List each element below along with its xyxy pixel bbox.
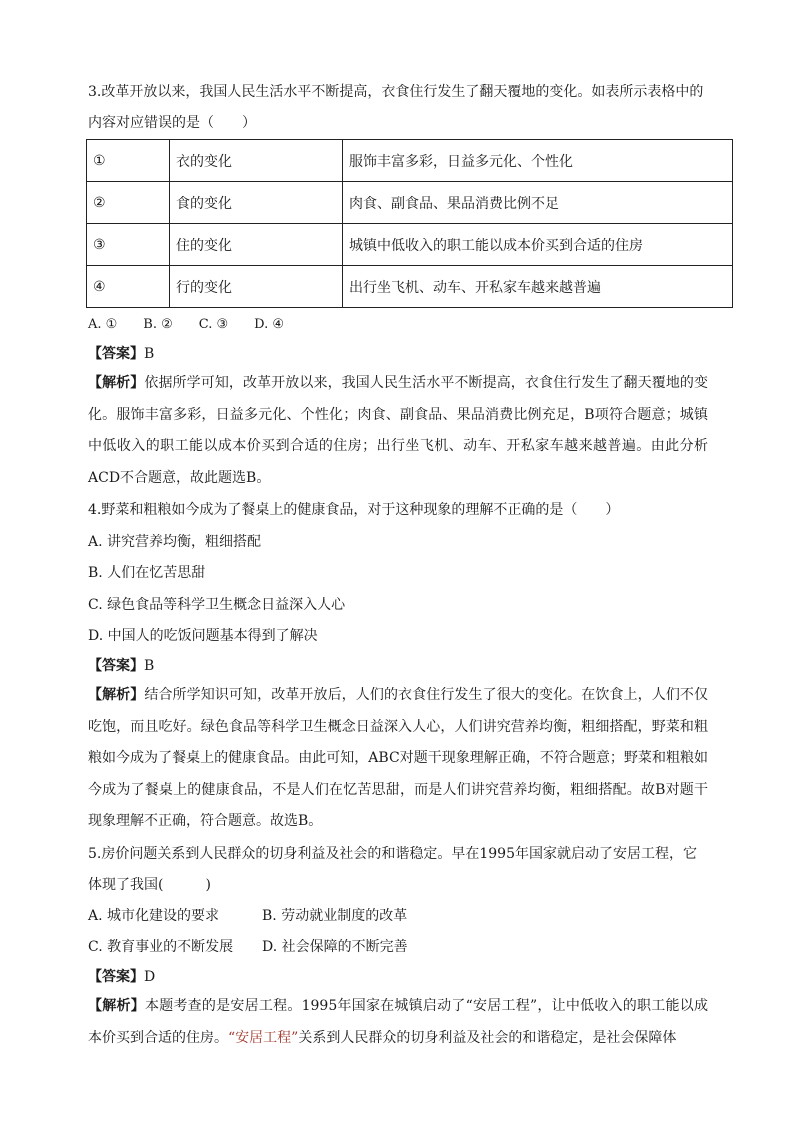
table-cell: 衣的变化 (170, 140, 343, 182)
q4-option-d: D. 中国人的吃饭问题基本得到了解决 (88, 628, 318, 644)
answer-value: D (144, 969, 156, 985)
q5-analysis (88, 991, 708, 1054)
analysis-text: 本题考查的是安居工程。1995年国家在城镇启动了“安居工程”，让中低收入的职工能以成本价买到合适的住房。 (88, 998, 708, 1046)
table-cell: ④ (87, 266, 170, 308)
q5-stem-line1: 5.房价问题关系到人民群众的切身利益及社会的和谐稳定。早在1995年国家就启动了安居工程，它 (88, 846, 697, 862)
table-cell: 城镇中低收入的职工能以成本价买到合适的住房 (343, 224, 733, 266)
table-cell: 行的变化 (170, 266, 343, 308)
table-row (87, 224, 733, 266)
table-cell: 服饰丰富多彩，日益多元化、个性化 (343, 140, 733, 182)
analysis-text: 结合所学知识可知，改革开放后，人们的衣食住行发生了很大的变化。在饮食上，人们不仅吃饱，而且吃好。绿色食品等科学卫生概念日益深入人心，人们讲究营养均衡，粗细搭配，野菜和粗粮如今成为了餐桌上的健康食品。由此可知，ABC对题干现象理解正确，不符合题意；野菜和粗粮如今成为了餐桌上的健康食品，不是人们在忆苦思甜，而是人们讲究营养均衡，粗细搭配。故B对题干现象理解不正确，符合题意。故选B。 (88, 687, 709, 829)
q5-option-c: C. 教育事业的不断发展 (88, 939, 234, 955)
q4-stem: 4.野菜和粗粮如今成为了餐桌上的健康食品，对于这种现象的理解不正确的是（ ） (88, 502, 620, 518)
table-cell: 食的变化 (170, 182, 343, 224)
q4-option-a: A. 讲究营养均衡，粗细搭配 (88, 534, 262, 550)
q3-stem-line1: 3.改革开放以来，我国人民生活水平不断提高，衣食住行发生了翻天覆地的变化。如表所示表格中的 (88, 84, 704, 100)
table-cell: 住的变化 (170, 224, 343, 266)
answer-tag: 【答案】 (88, 969, 144, 985)
q4-option-b: B. 人们在忆苦思甜 (88, 565, 206, 581)
answer-tag: 【答案】 (88, 658, 144, 674)
q5-option-a: A. 城市化建设的要求 (88, 908, 220, 924)
table-cell: 肉食、副食品、果品消费比例不足 (343, 182, 733, 224)
table-cell: 出行坐飞机、动车、开私家车越来越普遍 (343, 266, 733, 308)
q4-option-c: C. 绿色食品等科学卫生概念日益深入人心 (88, 597, 346, 613)
analysis-tag: 【解析】 (88, 375, 145, 391)
table-row (87, 182, 733, 224)
analysis-tag: 【解析】 (88, 687, 145, 703)
q3-table (86, 139, 733, 308)
table-row (87, 266, 733, 308)
q4-analysis (88, 680, 708, 838)
highlighted-term: “安居工程” (228, 1029, 299, 1046)
analysis-text: 依据所学可知，改革开放以来，我国人民生活水平不断提高，衣食住行发生了翻天覆地的变化。服饰丰富多彩，日益多元化、个性化；肉食、副食品、果品消费比例充足，B项符合题意；城镇中低收入的职工能以成本价买到合适的住房；出行坐飞机、动车、开私家车越来越普遍。由此分析ACD不合题意，故此题选B。 (88, 375, 709, 486)
q3-analysis (88, 368, 708, 494)
q5-option-b: B. 劳动就业制度的改革 (262, 908, 408, 924)
answer-value: B (144, 658, 155, 674)
table-cell: ② (87, 182, 170, 224)
q3-stem-line2: 内容对应错误的是（ ） (88, 115, 256, 131)
q5-answer (88, 967, 155, 987)
q3-answer (88, 344, 154, 364)
q3-options: A. ① B. ② C. ③ D. ④ (88, 317, 285, 332)
analysis-text-continued: 关系到人民群众的切身利益及社会的和谐稳定，是社会保障体 (298, 1029, 677, 1046)
answer-value: B (144, 346, 155, 362)
q4-answer (88, 656, 154, 676)
q5-stem-line2: 体现了我国( ) (88, 877, 211, 893)
answer-tag: 【答案】 (88, 346, 144, 362)
table-cell: ③ (87, 224, 170, 266)
analysis-tag: 【解析】 (88, 998, 145, 1014)
table-cell: ① (87, 140, 170, 182)
table-row (87, 140, 733, 182)
q5-option-d: D. 社会保障的不断完善 (262, 939, 408, 955)
